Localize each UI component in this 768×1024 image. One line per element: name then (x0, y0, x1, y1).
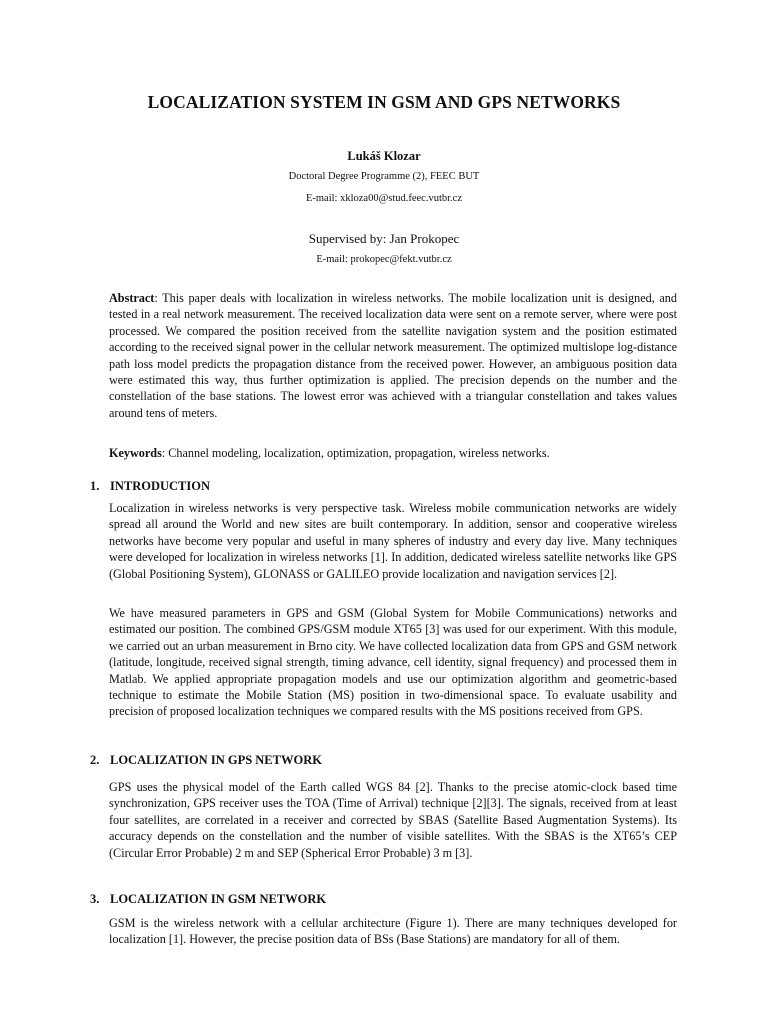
section-number: 3. (90, 892, 100, 906)
keywords (109, 445, 677, 461)
section-heading-introduction (90, 478, 690, 494)
paragraph: We have measured parameters in GPS and GSM (Global System for Mobile Communications) networks and estimated our position. The combined GPS/GSM module XT65 [3] was used for our experiment. With this module, we carried out an urban measurement in Brno city. We have collected localization data from GPS and GSM network (latitude, longitude, received signal strength, timing advance, cell identity, signal frequency) and processed them in Matlab. We applied appropriate propagation models and use our optimization algorithm and geometric-based technique to estimate the Mobile Station (MS) position in two-dimensional space. To evaluate usability and precision of proposed localization techniques we compared results with the MS positions received from GPS. (109, 606, 677, 719)
section-title: LOCALIZATION IN GPS NETWORK (110, 753, 322, 767)
paragraph: Localization in wireless networks is very perspective task. Wireless mobile communication networks are widely spread all around the World and new sites are built contemporary. In addition, sensor and cooperative wireless networks have become very popular and useful in many spheres of industry and every day live. Many techniques were developed for localization in wireless networks [1]. In addition, dedicated wireless satellite networks like GPS (Global Positioning System), GLONASS or GALILEO provide localization and navigation services [2]. (109, 501, 677, 581)
section-number: 2. (90, 753, 100, 767)
section-title: LOCALIZATION IN GSM NETWORK (110, 892, 327, 906)
abstract-label: Abstract (109, 291, 155, 305)
supervisor-line: Supervised by: Jan Prokopec (308, 231, 460, 246)
abstract (109, 290, 677, 421)
section-heading-gsm (90, 891, 690, 907)
section-title: INTRODUCTION (110, 479, 211, 493)
paragraph: GSM is the wireless network with a cellular architecture (Figure 1). There are many techniques developed for localization [1]. However, the precise position data of BSs (Base Stations) are mandatory for all of them. (109, 916, 677, 947)
section-heading-gps (90, 752, 690, 768)
author-name: Lukáš Klozar (347, 149, 421, 163)
supervisor-email: E-mail: prokopec@fekt.vutbr.cz (316, 254, 452, 265)
section-number: 1. (90, 479, 100, 493)
keywords-text: : Channel modeling, localization, optimization, propagation, wireless networks. (161, 446, 550, 460)
keywords-label: Keywords (109, 446, 162, 460)
author-email: E-mail: xkloza00@stud.feec.vutbr.cz (305, 193, 463, 204)
abstract-text: : This paper deals with localization in wireless networks. The mobile localization unit is designed, and tested in a real network measurement. The received localization data were sent on a remote server, where were post processed. We compared the position received from the satellite navigation system and the position estimated according to the received signal power in the cellular network measurement. The optimized multislope log-distance path loss model predicts the propagation distance from the received power. However, an ambiguous position data were estimated this way, thus further optimization is applied. The precision depends on the number and the constellation of the base stations. The lowest error was achieved with a triangular constellation and takes values around tens of meters. (109, 291, 677, 420)
paragraph: GPS uses the physical model of the Earth called WGS 84 [2]. Thanks to the precise atomic-clock based time synchronization, GPS receiver uses the TOA (Time of Arrival) technique [2][3]. The signals, received from at least four satellites, are correlated in a receiver and corrected by SBAS (Satellite Based Augmentation Systems). Its accuracy depends on the constellation and the number of visible satellites. With the SBAS is the XT65’s CEP (Circular Error Probable) 2 m and SEP (Spherical Error Probable) 3 m [3]. (109, 780, 677, 860)
paper-title: LOCALIZATION SYSTEM IN GSM AND GPS NETWORKS (147, 92, 621, 112)
author-affiliation: Doctoral Degree Programme (2), FEEC BUT (288, 171, 480, 182)
